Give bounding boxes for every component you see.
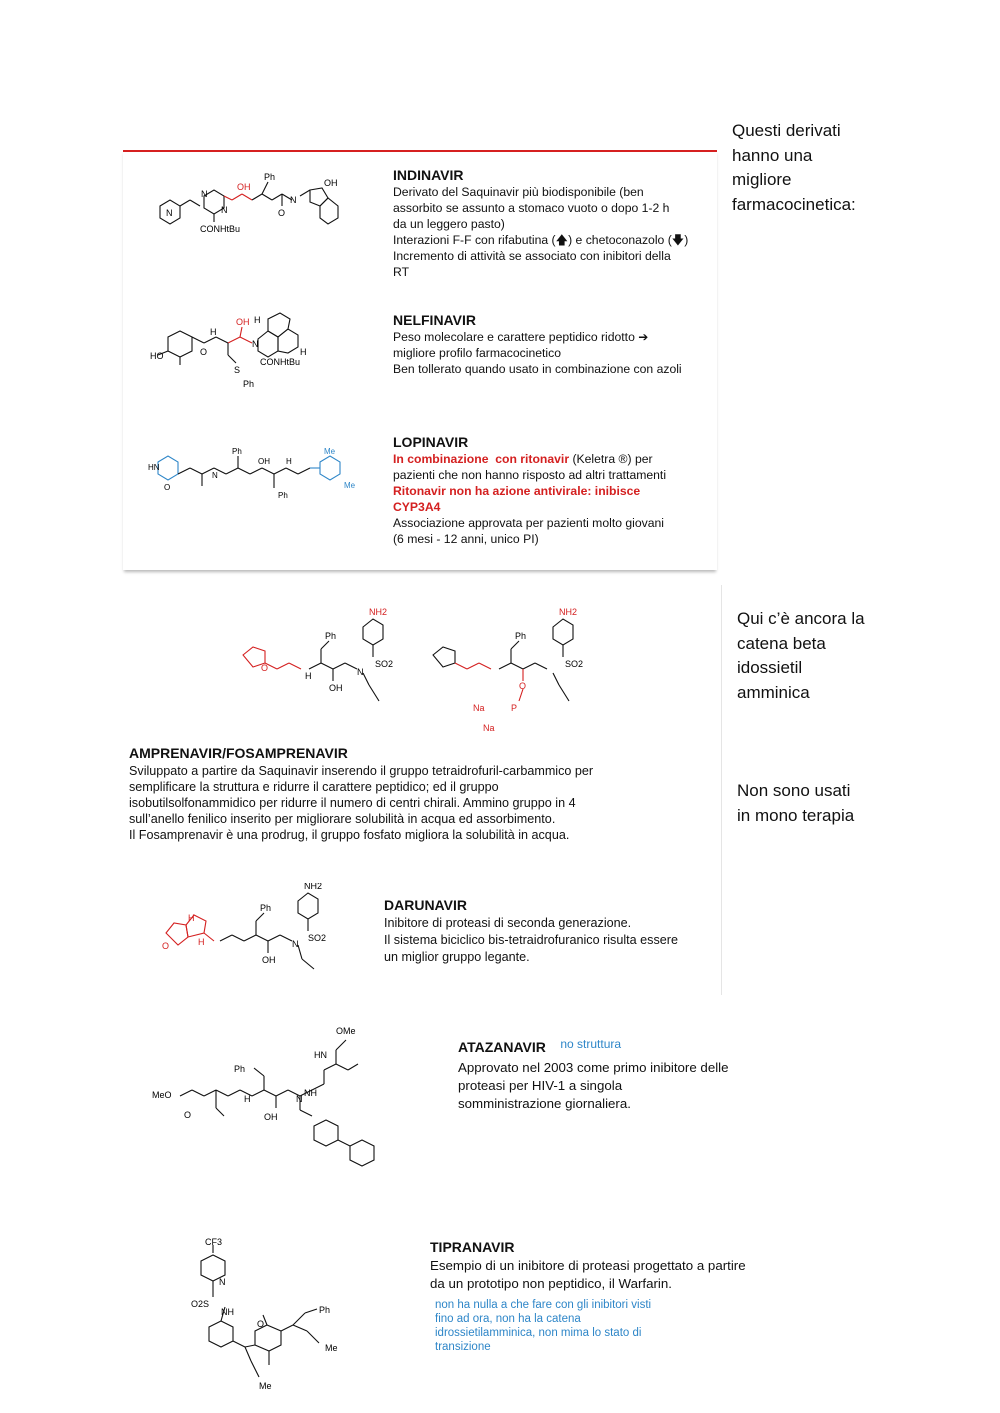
text-line: Il Fosamprenavir è una prodrug, il gruppo fosfato migliora la solubilità in acqua. [129,828,570,842]
atom-label: OH [329,683,343,693]
atom-label: N [296,1094,303,1104]
atom-label: Ph [243,379,255,389]
text-line: isobutilsolfonammidico per ridurre il numero di centri chirali. Ammino gruppo in 4 [129,796,576,810]
text-fragment: (Keletra ®) per [569,452,653,466]
atom-label: Ph [319,1305,331,1315]
annotation-note: no struttura [560,1037,622,1051]
atom-label: Ph [325,631,337,641]
text-line: (6 mesi - 12 anni, unico PI) [393,532,539,546]
fosamprenavir-structure [423,605,603,735]
note-beta-chain [737,607,865,705]
atom-label: CF3 [205,1237,223,1247]
atom-label: O [257,1319,265,1329]
atom-label: O2S [191,1299,210,1309]
note-line: Non sono usati [737,781,851,800]
amprenavir-structure [233,605,413,735]
nelfinavir-description [393,312,713,377]
atom-label: H [300,347,307,357]
amprenavir-description [129,745,719,843]
atom-label: Ph [234,1064,246,1074]
note-derivatives [732,119,856,217]
slide-indinavir-nelfinavir-lopinavir [123,150,717,570]
atom-label: SO2 [308,933,327,943]
atom-label: O [162,941,170,951]
text-line: da un leggero pasto) [393,217,505,231]
atom-label: NH2 [369,607,388,617]
note-line: amminica [737,682,810,702]
atom-label: N [292,939,299,949]
annotation-note [435,1298,810,1354]
atom-label: N [201,189,208,199]
atom-label: O [200,347,208,357]
atom-label: H [198,937,205,947]
atom-label: O [278,208,286,218]
darunavir-description [384,897,719,966]
atom-label: OH [262,955,276,965]
atom-label: H [244,1094,251,1104]
atom-label: Me [259,1381,272,1391]
annotation-line: fino ad ora, non ha la catena [435,1313,581,1325]
atom-label: OH [258,457,270,466]
text-line: Ben tollerato quando usato in combinazione con azoli [393,362,682,376]
atom-label: Na [473,703,485,713]
atom-label: N [357,667,364,677]
atom-label: OH [324,178,338,188]
drug-title: DARUNAVIR [384,897,467,913]
atom-label: OMe [336,1026,356,1036]
atom-label: O [184,1110,192,1120]
note-line: idossietil [737,658,803,677]
atom-label: CONHtBu [200,224,241,234]
note-line: migliore [732,170,792,189]
atom-label: Ph [232,447,242,456]
nelfinavir-structure [148,307,378,402]
text-line: Sviluppato a partire da Saquinavir inserendo il gruppo tetraidrofuril-carbammico per [129,764,594,778]
annotation-line: non ha nulla a che fare con gli inibitori visti [435,1299,652,1311]
note-line: Questi derivati [732,121,841,140]
text-line: Interazioni F-F con rifabutina (🡅) e chetoconazolo (🡇) [393,233,689,247]
drug-title: INDINAVIR [393,167,464,183]
atom-label: Me [325,1343,338,1353]
atom-label: N [212,471,218,480]
text-line: RT [393,265,410,279]
atom-label: O [261,663,269,673]
atom-label: OH [236,317,250,327]
atom-label: Na [483,723,495,733]
atom-label: NH [221,1307,234,1317]
tipranavir-structure [185,1235,355,1395]
text-line: sull’anello fenilico inserito per migliorare solubilità in acqua ed assorbimento. [129,812,556,826]
text-line: da un prototipo non peptidico, il Warfarin. [430,1276,672,1291]
atom-label: CONHtBu [260,357,301,367]
note-line: in mono terapia [737,805,855,825]
atom-label: HN [314,1050,327,1060]
atom-label: N [166,208,173,218]
atom-label: HN [148,463,160,472]
atom-label: Me [344,481,356,490]
text-line: Derivato del Saquinavir più biodisponibile (ben [393,185,644,199]
atom-label: Ph [260,903,272,913]
drug-title: AMPRENAVIR/FOSAMPRENAVIR [129,745,348,761]
tipranavir-description [430,1239,810,1354]
atom-label: O [164,483,171,492]
text-line: semplificare la struttura e ridurre il carattere peptidico; ed il gruppo [129,780,499,794]
atom-label: H [210,327,217,337]
text-line: un miglior gruppo legante. [384,950,530,964]
text-line: Peso molecolare e carattere peptidico ridotto ➔ [393,330,649,344]
atom-label: N [290,195,297,205]
atom-label: NH2 [304,883,323,891]
note-monotherapy [737,779,854,828]
atom-label: OH [237,182,251,192]
darunavir-structure [158,883,358,983]
atom-label: N [221,205,228,215]
lopinavir-description [393,434,713,547]
atom-label: H [188,913,195,923]
note-line: Qui c’è ancora la [737,609,865,628]
text-line [393,451,713,467]
atom-label: O [519,681,527,691]
atom-label: S [234,365,241,375]
annotation-line: transizione [435,1341,491,1353]
note-line: farmacocinetica: [732,194,856,214]
atom-label: H [254,315,261,325]
note-line: catena beta [737,633,826,653]
text-line: Esempio di un inibitore di proteasi progettato a partire [430,1258,746,1273]
text-line: migliore profilo farmacocinetico [393,346,561,360]
indinavir-description [393,167,713,280]
text-line: pazienti che non hanno risposto ad altri trattamenti [393,468,667,482]
highlight-text: In combinazione con ritonavir [393,452,570,466]
atom-label: Ph [515,631,527,641]
slide-amprenavir-darunavir [123,585,722,995]
atom-label: HO [150,351,164,361]
text-line: Incremento di attività se associato con inibitori della [393,249,671,263]
text-line: somministrazione giornaliera. [458,1096,631,1111]
atazanavir-structure [150,1020,390,1180]
atom-label: P [511,703,518,713]
atom-label: MeO [152,1090,172,1100]
note-line: hanno una [732,145,813,165]
indinavir-structure [148,166,378,256]
atom-label: SO2 [375,659,394,669]
drug-title: NELFINAVIR [393,312,476,328]
highlight-text: Ritonavir non ha azione antivirale: inibisce [393,484,641,498]
lopinavir-structure [148,442,378,522]
annotation-line: idrossietilamminica, non mima lo stato di [435,1327,642,1339]
text-line: Il sistema biciclico bis-tetraidrofuranico risulta essere [384,933,678,947]
text-line: assorbito se assunto a stomaco vuoto o dopo 1-2 h [393,201,670,215]
atazanavir-description [458,1037,798,1113]
atom-label: NH2 [559,607,578,617]
drug-title: LOPINAVIR [393,434,469,450]
atom-label: H [286,457,292,466]
highlight-text: CYP3A4 [393,500,441,514]
atom-label: NH [304,1088,317,1098]
text-line: Inibitore di proteasi di seconda generazione. [384,916,632,930]
text-line: Associazione approvata per pazienti molto giovani [393,516,664,530]
atom-label: SO2 [565,659,584,669]
atom-label: Ph [278,491,288,500]
atom-label: N [252,339,259,349]
text-line: Approvato nel 2003 come primo inibitore delle [458,1060,729,1075]
atom-label: OH [264,1112,278,1122]
atom-label: Me [324,447,336,456]
atom-label: H [305,671,312,681]
atom-label: N [219,1277,226,1287]
drug-title: ATAZANAVIR [458,1039,546,1055]
drug-title: TIPRANAVIR [430,1239,515,1255]
atom-label: Ph [264,172,276,182]
text-line: proteasi per HIV-1 a singola [458,1078,623,1093]
